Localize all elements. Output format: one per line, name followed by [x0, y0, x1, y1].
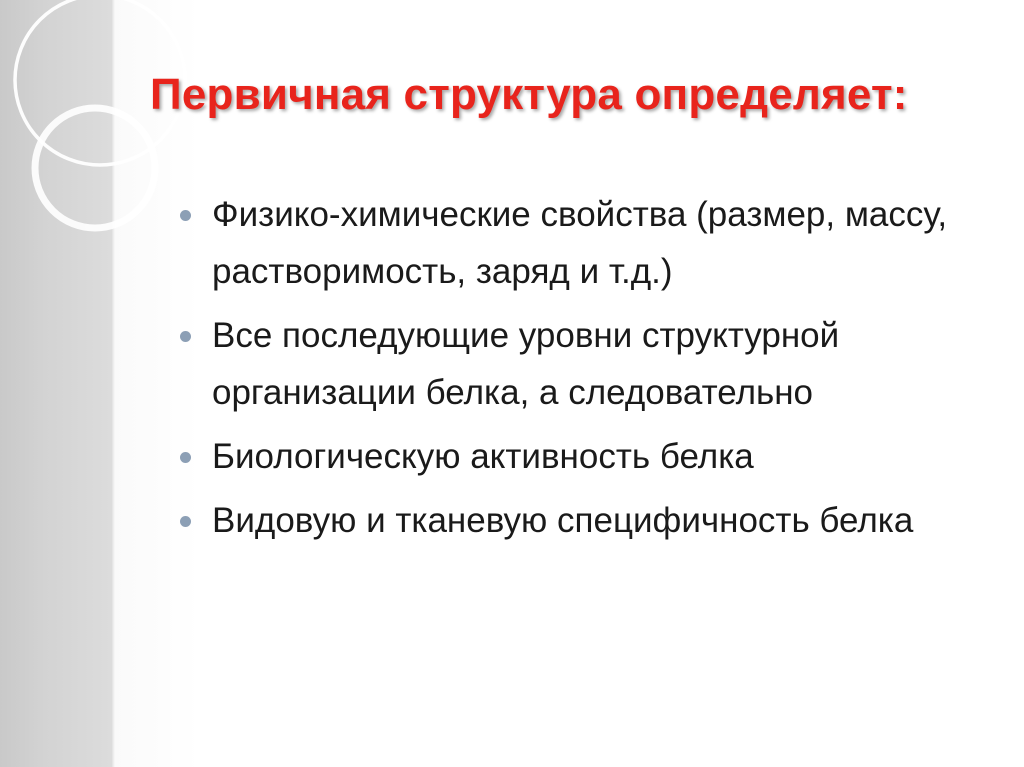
bullet-text: Физико-химические свойства (размер, массу, растворимость, заряд и т.д.) — [212, 195, 948, 291]
bullet-item-structure-levels — [180, 307, 1000, 421]
bullet-icon — [180, 210, 191, 221]
bullet-list — [180, 186, 1000, 556]
bullet-item-properties — [180, 186, 1000, 300]
bullet-icon — [180, 516, 191, 527]
bullet-text: Все последующие уровни структурной организации белка, а следовательно — [212, 316, 840, 412]
slide-title: Первичная структура определяет: — [150, 70, 908, 119]
decor-circle-small — [35, 108, 155, 228]
circle-ornament-icon — [0, 0, 200, 260]
bullet-item-biological-activity — [180, 428, 1000, 485]
bullet-item-specificity — [180, 492, 1000, 549]
bullet-text: Биологическую активность белка — [212, 437, 754, 476]
bullet-icon — [180, 452, 191, 463]
bullet-text: Видовую и тканевую специфичность белка — [212, 501, 914, 540]
bullet-icon — [180, 331, 191, 342]
